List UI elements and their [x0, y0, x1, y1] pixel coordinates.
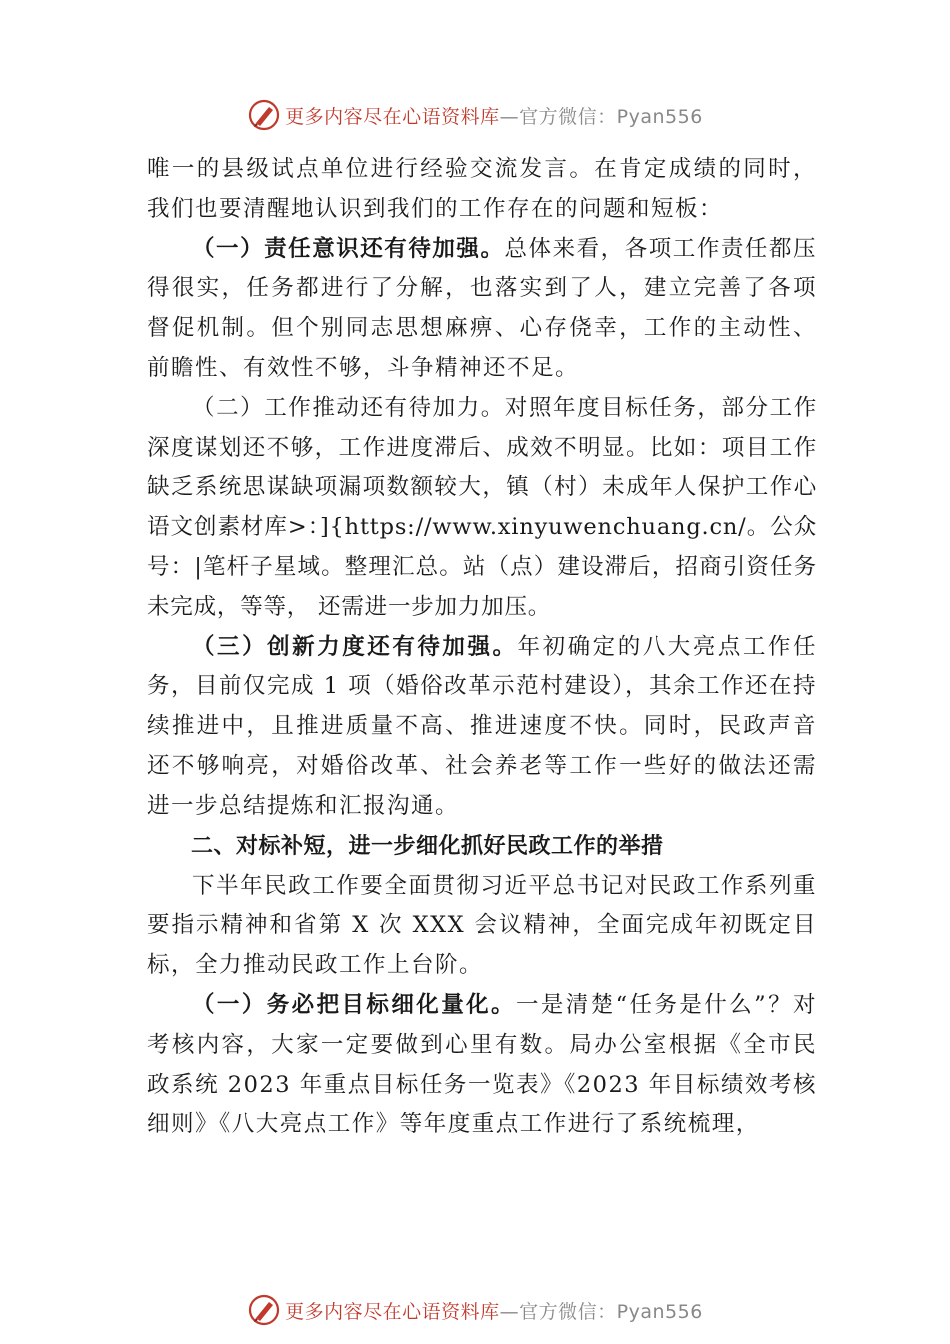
section-heading: 二、对标补短，进一步细化抓好民政工作的举措	[191, 833, 664, 859]
pen-logo-icon	[247, 98, 281, 132]
paragraph-body: 年初确定的八大亮点工作任务，目前仅完成 1 项（婚俗改革示范村建设），其余工作还在持续推进中，且推进质量不高、推进速度不快。同时，民政声音还不够响亮，对婚俗改革、社会养老等工作一些好的做法还需进一步总结提炼和汇报沟通。	[147, 633, 817, 819]
paragraph-lead: （三）创新力度还有待加强。	[192, 633, 518, 660]
document-body	[147, 150, 817, 1145]
paragraph: 唯一的县级试点单位进行经验交流发言。在肯定成绩的同时，我们也要清醒地认识到我们的工作存在的问题和短板：	[147, 156, 817, 222]
banner-sub-text: —官方微信：Pyan556	[499, 105, 703, 128]
paragraph-lead: （一）责任意识还有待加强。	[192, 235, 505, 262]
footer-banner	[0, 1290, 950, 1330]
header-banner	[0, 95, 950, 135]
paragraph-lead: （一）务必把目标细化量化。	[192, 991, 516, 1018]
paragraph	[147, 628, 817, 827]
banner-main-text: 更多内容尽在心语资料库	[285, 105, 500, 128]
paragraph	[147, 986, 817, 1145]
banner-sub-text: —官方微信：Pyan556	[499, 1300, 703, 1323]
paragraph	[147, 230, 817, 389]
banner-main-text: 更多内容尽在心语资料库	[285, 1300, 500, 1323]
paragraph-body: 总体来看，各项工作责任都压得很实，任务都进行了分解，也落实到了人，建立完善了各项督促机制。但个别同志思想麻痹、心存侥幸，工作的主动性、前瞻性、有效性不够，斗争精神还不足。	[147, 235, 817, 381]
paragraph-body: 一是清楚“任务是什么”？对考核内容，大家一定要做到心里有数。局办公室根据《全市民政系统 2023 年重点目标任务一览表》《2023 年目标绩效考核细则》《八大亮点工作》等年度重点工作进行了系统梳理，	[147, 991, 817, 1138]
paragraph: 下半年民政工作要全面贯彻习近平总书记对民政工作系列重要指示精神和省第 X 次 XXX 会议精神，全面完成年初既定目标，全力推动民政工作上台阶。	[147, 872, 817, 979]
pen-logo-icon	[247, 1293, 281, 1327]
paragraph: （二）工作推动还有待加力。对照年度目标任务，部分工作深度谋划还不够，工作进度滞后、成效不明显。比如：项目工作缺乏系统思谋缺项漏项数额较大，镇（村）未成年人保护工作心语文创素材库>：]{https://www.xinyuwenchuang.cn/。公众号：|笔杆子星域。整理汇总。站（点）建设滞后，招商引资任务未完成，等等， 还需进一步加力加压。	[147, 394, 817, 620]
